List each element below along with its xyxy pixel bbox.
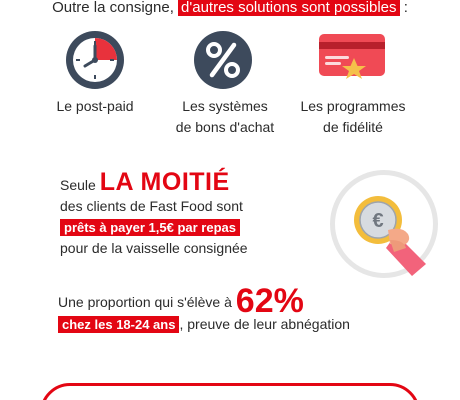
coin-hand-icon: [328, 168, 440, 280]
stat1-line2: des clients de Fast Food sont: [60, 198, 243, 214]
intro-suffix: :: [399, 0, 408, 16]
intro-text: [0, 0, 460, 16]
svg-text:€: €: [372, 210, 384, 232]
stat1-big: LA MOITIÉ: [99, 168, 230, 196]
stat2-highlight: chez les 18-24 ans: [58, 316, 179, 333]
stat1-line4: pour de la vaisselle consignée: [60, 240, 248, 256]
intro-highlight: d'autres solutions sont possibles: [178, 0, 400, 16]
stat-block-half: [60, 168, 360, 259]
stat2-line2: chez les 18-24 ans , preuve de leur abnégation: [58, 313, 418, 336]
label-bons-achat: Les systèmes de bons d'achat: [175, 98, 275, 135]
clock-icon: [65, 30, 125, 90]
intro-prefix: Outre la consigne,: [52, 0, 179, 16]
loyalty-card-icon: [318, 30, 386, 90]
label-fidelite: Les programmes de fidélité: [300, 98, 406, 135]
stat-block-62: [58, 282, 418, 336]
stat2-line1: Une proportion qui s'élève à 62%: [58, 282, 304, 320]
percent-icon: [193, 30, 253, 90]
label-post-paid: Le post-paid: [56, 98, 134, 114]
bottom-callout-frame: [40, 383, 420, 400]
stat1-highlight: prêts à payer 1,5€ par repas: [60, 219, 240, 236]
stat1-headline: Seule LA MOITIÉ: [60, 168, 230, 196]
stat2-percentage: 62%: [235, 282, 304, 320]
